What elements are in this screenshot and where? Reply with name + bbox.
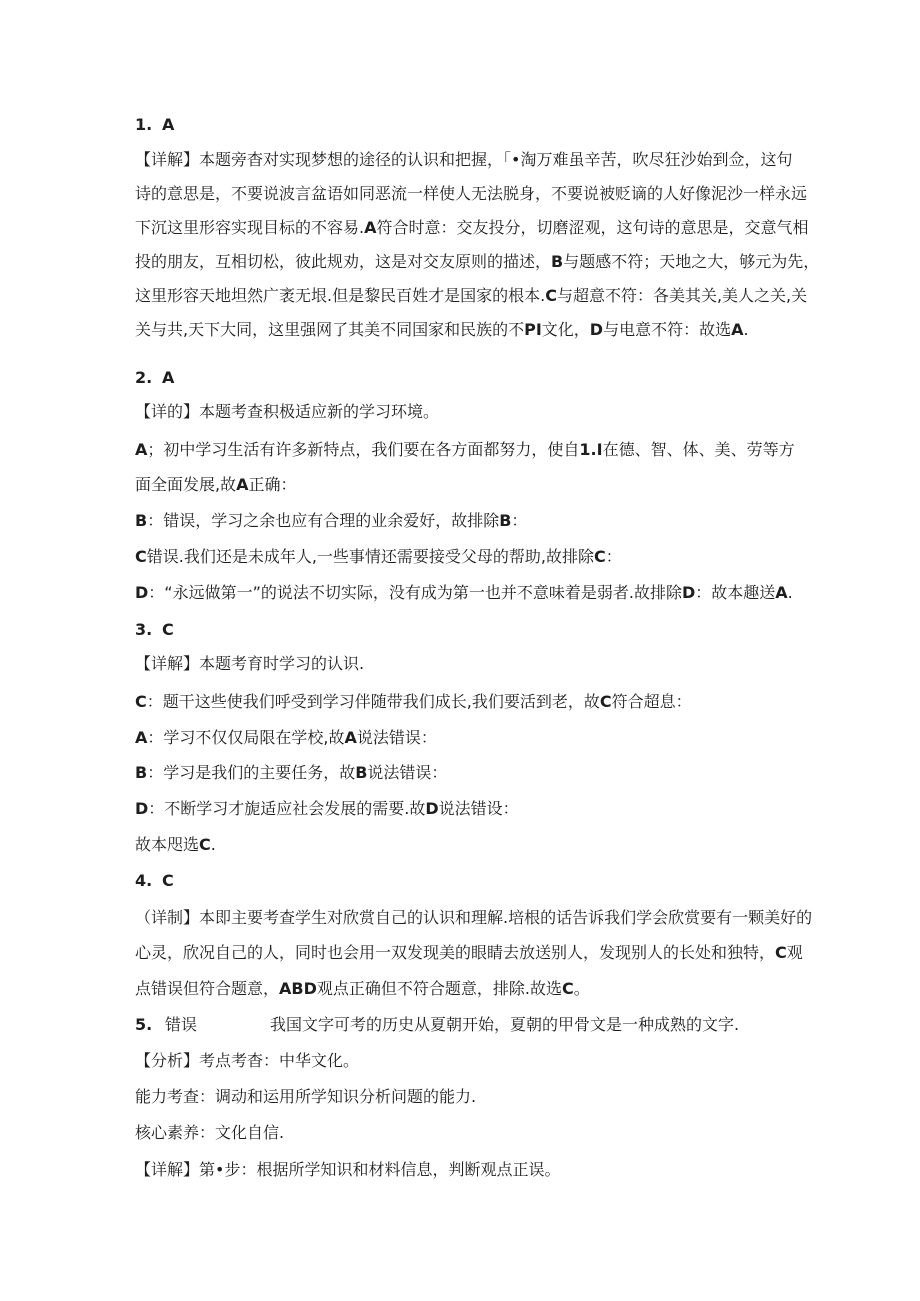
explanation-line: 关与共,天下大同，这里强网了其美不同国家和民族的不PI文化，D与电意不符：故选A. (135, 320, 749, 339)
item-answer: C (162, 871, 174, 890)
item-4-header (135, 870, 174, 892)
explanation-line: 投的朋友，互相切松，彼此规劝，这是对交友原则的描述，B与题感不符；天地之大，够元为先， (135, 252, 820, 271)
explanation-line: 【详解】本题旁杳对实现梦想的途径的认识和把握，「•淘万难虽辛苦，吹尽狂沙始到佥，这句 (135, 150, 793, 169)
explanation-line: 点错误但符合题意，ABD观点正确但不符合题意，排除.故选C。 (135, 979, 590, 998)
explanation-line: 诗的意思是，不要说波言盆语如同恶流一样使人无法脱身，不要说被贬谪的人好像泥沙一样永远 (135, 184, 808, 203)
item-5-header (135, 1014, 835, 1036)
item-number: 1. (135, 115, 153, 134)
explanation-line: 【详解】本题考育时学习的认识. (135, 654, 365, 673)
explanation-line: 【分析】考点考杳：中华文化。 (135, 1051, 360, 1070)
item-number: 3. (135, 620, 153, 639)
item-number: 5. (135, 1015, 153, 1034)
explanation-line: A：学习不仅仅局限在学校,故A说法错误： (135, 728, 437, 747)
item-answer: C (162, 620, 174, 639)
item-statement: 我国文字可考的历史从夏朝开始，夏朝的甲骨文是一种成熟的文字. (270, 1015, 740, 1034)
explanation-line: 【详解】第•步：根据所学知识和材料信息，判断观点正误。 (135, 1160, 561, 1179)
explanation-line: 心灵，欣况自己的人，同时也会用一双发现美的眼睛去放送别人，发现别人的长处和独特，C观 (135, 943, 803, 962)
item-2-header (135, 367, 174, 389)
item-answer: A (162, 115, 175, 134)
explanation-line: C：题干这些使我们呼受到学习伴随带我们成长,我们要活到老，故C符合超息： (135, 692, 692, 711)
explanation-line: C错误.我们还是未成年人,一些事情还需要接受父母的帮助,故排除C： (135, 547, 622, 566)
explanation-line: B：学习是我们的主要任务，故B说法错误： (135, 763, 448, 782)
item-3-header (135, 619, 174, 641)
explanation-line: 核心素养：文化自信. (135, 1123, 285, 1142)
explanation-line: 这里形容天地坦然广袤无垠.但是黎民百姓才是国家的根本.C与超意不符：各美其关,美人之关,关 (135, 286, 808, 305)
explanation-line: 下沉这里形容实现目标的不容易.A符合时意：交友投分，切磨涩观，这句诗的意思是，交意气相 (135, 218, 809, 237)
item-number: 2. (135, 368, 153, 387)
explanation-line: D：不断学习才旎适应社会发展的需要.故D说法错设： (135, 799, 519, 818)
explanation-line: 能力考查：调动和运用所学知识分析问题的能力. (135, 1087, 477, 1106)
explanation-line: （详制】本即主要考查学生对欣赏自己的认识和理解.培根的话告诉我们学会欣赏要有一颗美好的 (135, 908, 813, 927)
item-answer: 错误 (165, 1015, 198, 1034)
item-number: 4. (135, 871, 153, 890)
explanation-line: D：“永远做第一”的说法不切实际，没有成为第一也并不意味着是弱者.故排除D：故本趣送A. (135, 583, 793, 602)
item-answer: A (162, 368, 175, 387)
explanation-line: B：错误，学习之余也应有合理的业余爱好，故排除B： (135, 511, 528, 530)
explanation-line: 【详的】本题考查积极适应新的学习环境。 (135, 402, 440, 421)
explanation-line: 面全面发展,故A正确： (135, 475, 297, 494)
explanation-line: A；初中学习生活有许多新特点，我们要在各方面都努力，使自1.I在德、智、体、美、劳等方 (135, 440, 795, 459)
item-1-header (135, 114, 174, 136)
explanation-line: 故本咫选C. (135, 835, 216, 854)
